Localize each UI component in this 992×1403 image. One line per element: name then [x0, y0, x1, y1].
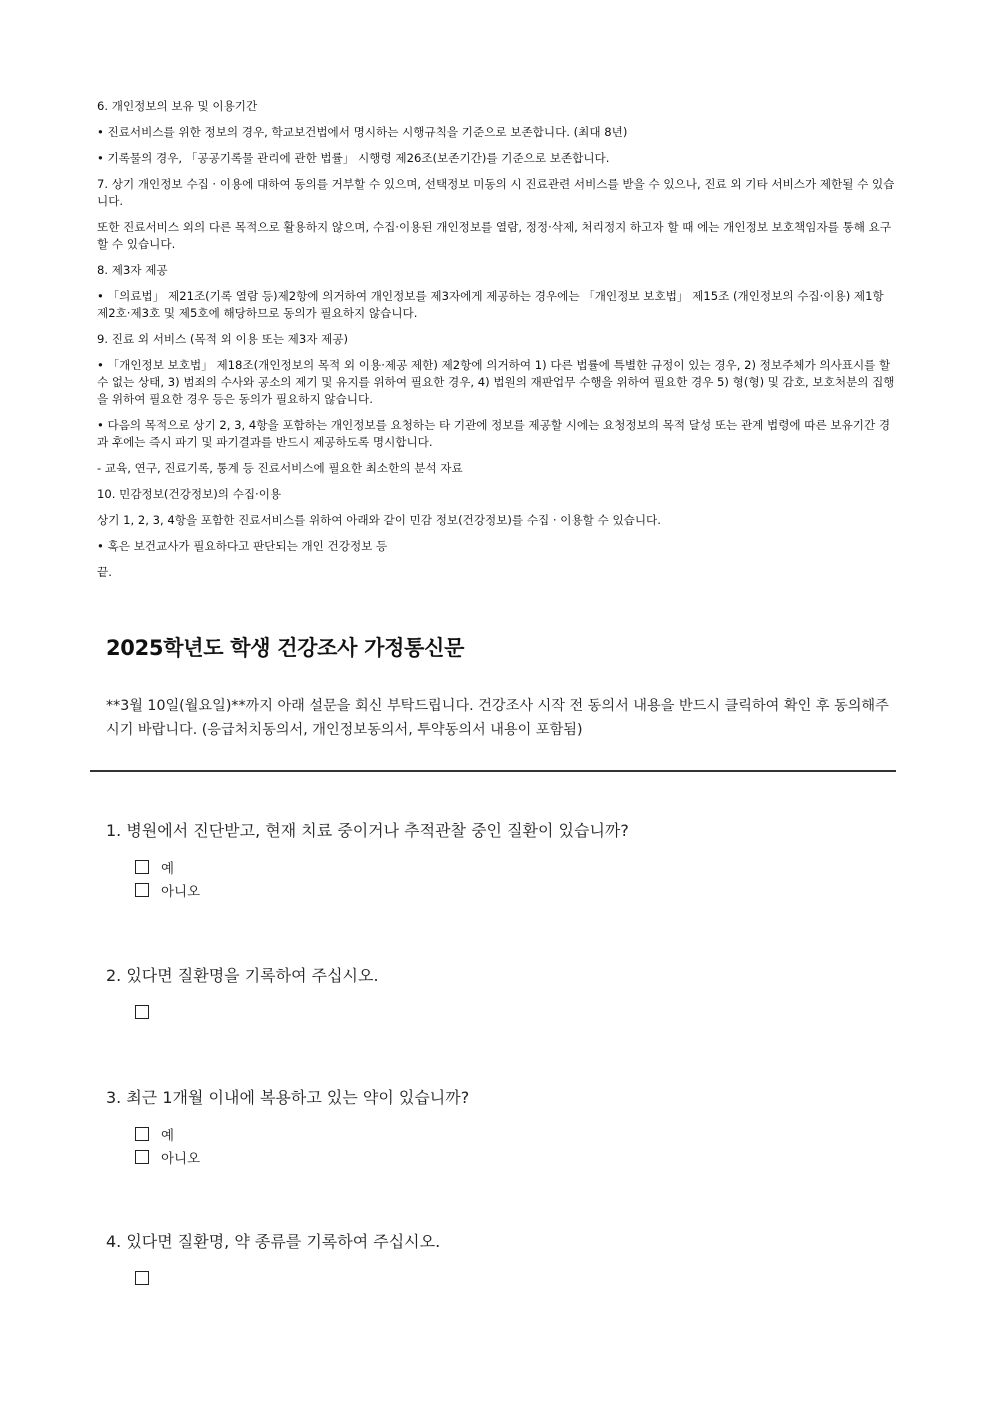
question-2: 2. 있다면 질환명을 기록하여 주십시오. — [106, 966, 379, 985]
terms-heading-9: 9. 진료 외 서비스 (목적 외 이용 또는 제3자 제공) — [97, 332, 349, 346]
survey-intro: **3월 10일(월요일)**까지 아래 설문을 회신 부탁드립니다. 건강조사 시작 전 동의서 내용을 반드시 클릭하여 확인 후 동의해주시기 바랍니다. (응급처치동의서, 개인정보동의서, 투약동의서 내용이 포함됨) — [106, 698, 889, 738]
question-3: 3. 최근 1개월 이내에 복용하고 있는 약이 있습니까? — [106, 1088, 470, 1107]
checkbox[interactable] — [135, 1005, 149, 1019]
question-1: 1. 병원에서 진단받고, 현재 치료 중이거나 추적관찰 중인 질환이 있습니까? — [106, 821, 629, 840]
privacy-terms — [97, 98, 897, 590]
q4-answer-box[interactable] — [135, 1271, 161, 1285]
q2-answer-box[interactable] — [135, 1005, 161, 1019]
terms-heading-6: 6. 개인정보의 보유 및 이용기간 — [97, 99, 258, 113]
question-4: 4. 있다면 질환명, 약 종류를 기록하여 주십시오. — [106, 1232, 441, 1251]
terms-item: • 다음의 목적으로 상기 2, 3, 4항을 포함하는 개인정보를 요청하는 타 기관에 정보를 제공할 시에는 요청정보의 목적 달성 또는 관계 법령에 따른 보유기간 경과 후에는 즉시 파기 및 파기결과를 반드시 제공하도록 명시합니다. — [97, 418, 891, 449]
terms-item: • 「의료법」 제21조(기록 열람 등)제2항에 의거하여 개인정보를 제3자에게 제공하는 경우에는 「개인정보 보호법」 제15조 (개인정보의 수집·이용) 제1항 제2호·제3호 및 제5호에 해당하므로 동의가 필요하지 않습니다. — [97, 289, 884, 320]
terms-item: 또한 진료서비스 외의 다른 목적으로 활용하지 않으며, 수집·이용된 개인정보를 열람, 정정·삭제, 처리정지 하고자 할 때 에는 개인정보 보호책임자를 통해 요구할 수 있습니다. — [97, 220, 892, 251]
option-label: 아니오 — [161, 1151, 201, 1167]
terms-heading-10: 10. 민감정보(건강정보)의 수집·이용 — [97, 487, 282, 501]
checkbox[interactable] — [135, 1271, 149, 1285]
terms-item: - 교육, 연구, 진료기록, 통계 등 진료서비스에 필요한 최소한의 분석 자료 — [97, 461, 463, 475]
checkbox[interactable] — [135, 883, 149, 897]
terms-heading-7: 7. 상기 개인정보 수집 · 이용에 대하여 동의를 거부할 수 있으며, 선택정보 미동의 시 진료관련 서비스를 받을 수 있으나, 진료 외 기타 서비스가 제한될 수 있습니다. — [97, 177, 895, 208]
checkbox[interactable] — [135, 1127, 149, 1141]
terms-item: • 진료서비스를 위한 정보의 경우, 학교보건법에서 명시하는 시행규칙을 기준으로 보존합니다. (최대 8년) — [97, 125, 628, 139]
q1-option-no[interactable] — [135, 880, 200, 900]
divider — [90, 770, 896, 772]
terms-item: • 「개인정보 보호법」 제18조(개인정보의 목적 외 이용·제공 제한) 제2항에 의거하여 1) 다른 법률에 특별한 규정이 있는 경우, 2) 정보주체가 의사표시를 할 수 없는 상태, 3) 범죄의 수사와 공소의 제기 및 유지를 위하여 필요한 경우, 4) 법원의 재판업무 수행을 위하여 필요한 경우 5) 형(형) 및 감호, 보호처분의 집행을 위하여 필요한 경우 등은 동의가 필요하지 않습니다. — [97, 358, 895, 406]
terms-item: • 기록물의 경우, 「공공기록물 관리에 관한 법률」 시행령 제26조(보존기간)를 기준으로 보존합니다. — [97, 151, 610, 165]
q3-option-yes[interactable] — [135, 1124, 174, 1144]
option-label: 예 — [161, 861, 175, 877]
q1-option-yes[interactable] — [135, 857, 174, 877]
terms-end: 끝. — [97, 565, 112, 579]
option-label: 예 — [161, 1128, 175, 1144]
option-label: 아니오 — [161, 884, 201, 900]
terms-item: 상기 1, 2, 3, 4항을 포함한 진료서비스를 위하여 아래와 같이 민감 정보(건강정보)를 수집 · 이용할 수 있습니다. — [97, 513, 661, 527]
checkbox[interactable] — [135, 1150, 149, 1164]
terms-item: • 혹은 보건교사가 필요하다고 판단되는 개인 건강정보 등 — [97, 539, 388, 553]
q3-option-no[interactable] — [135, 1147, 200, 1167]
checkbox[interactable] — [135, 860, 149, 874]
terms-heading-8: 8. 제3자 제공 — [97, 263, 168, 277]
survey-title: 2025학년도 학생 건강조사 가정통신문 — [106, 636, 465, 660]
